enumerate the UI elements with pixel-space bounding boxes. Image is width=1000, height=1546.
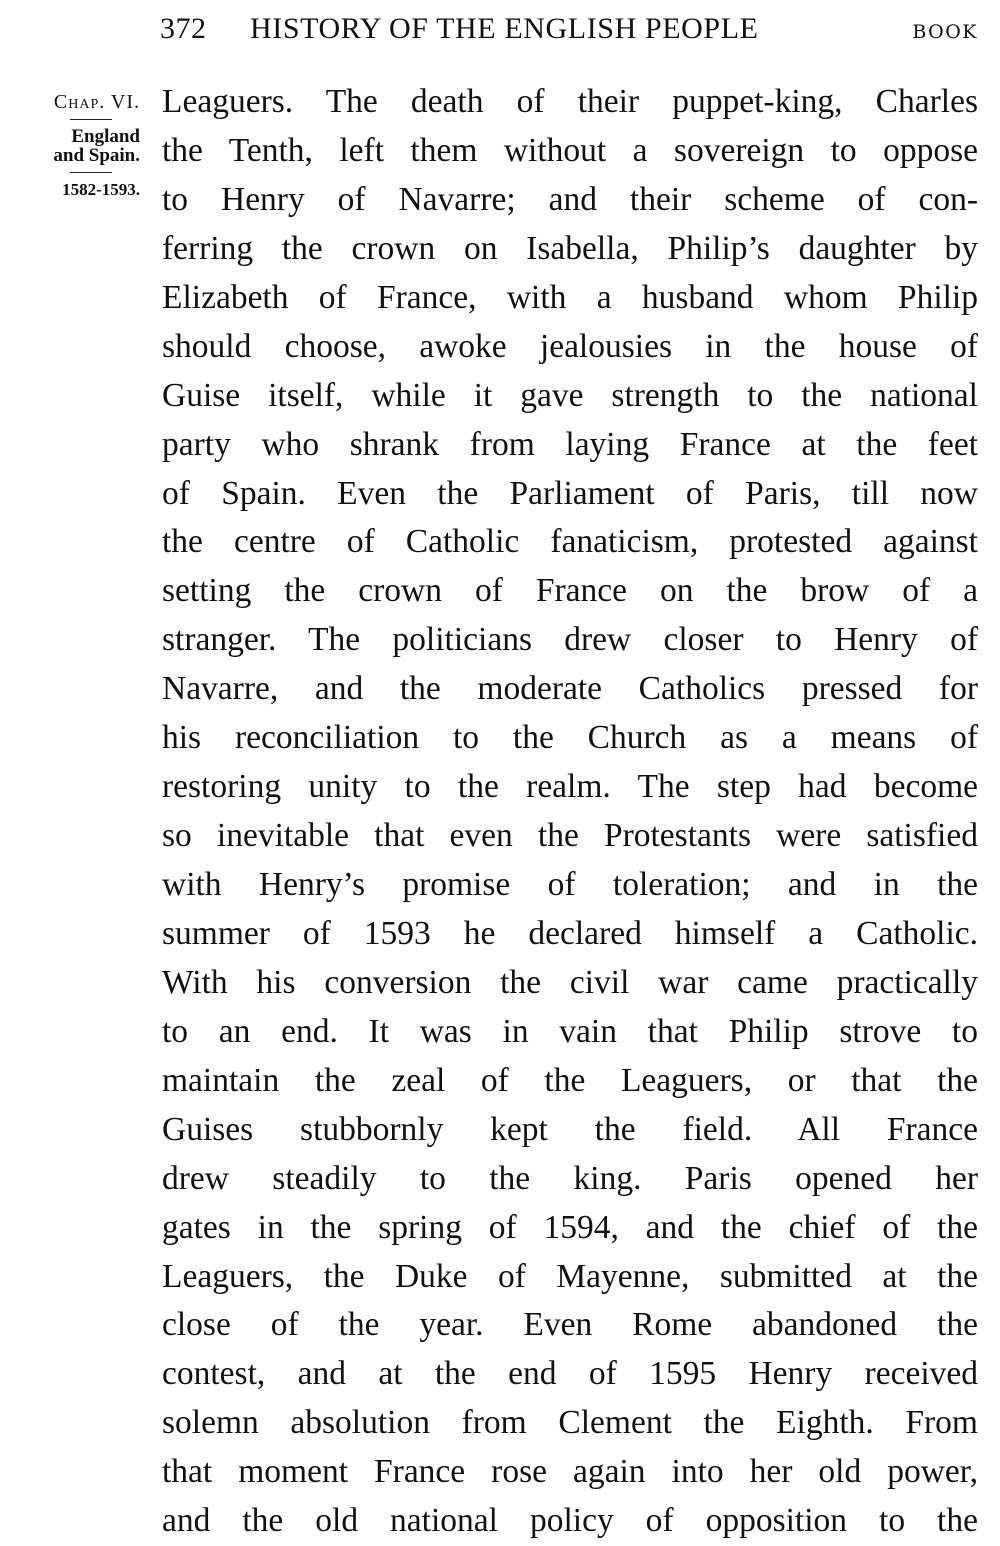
text-line: of Spain. Even the Parliament of Paris, till now [162, 474, 978, 512]
text-line: drew steadily to the king. Paris opened her [162, 1159, 978, 1197]
text-line: Navarre, and the moderate Catholics pressed for [162, 670, 978, 708]
margin-sidenote [14, 92, 140, 200]
text-line: contest, and at the end of 1595 Henry received [162, 1355, 978, 1393]
text-line: to an end. It was in vain that Philip strove to [162, 1012, 978, 1050]
text-line: the centre of Catholic fanaticism, protested against [162, 523, 978, 561]
text-line: and the old national policy of opposition to the [162, 1502, 978, 1540]
text-line: Elizabeth of France, with a husband whom Philip [162, 278, 978, 316]
date-range: 1582-1593. [62, 180, 140, 199]
text-line: Guise itself, while it gave strength to the national [162, 376, 978, 414]
text-line: solemn absolution from Clement the Eighth. From [162, 1404, 978, 1442]
text-line: summer of 1593 he declared himself a Catholic. [162, 914, 978, 952]
text-line: his reconciliation to the Church as a means of [162, 719, 978, 757]
text-line: so inevitable that even the Protestants were satisfied [162, 817, 978, 855]
text-line: setting the crown of France on the brow of a [162, 572, 978, 610]
text-line: that moment France rose again into her old power, [162, 1453, 978, 1491]
text-line: Leaguers. The death of their puppet-king, Charles [162, 83, 978, 120]
text-line: With his conversion the civil war came practically [162, 963, 978, 1001]
text-line: to Henry of Navarre; and their scheme of con- [162, 180, 978, 218]
text-line: restoring unity to the realm. The step had become [162, 768, 978, 806]
text-line: maintain the zeal of the Leaguers, or that the [162, 1061, 978, 1099]
topic-line-2: and Spain. [53, 145, 140, 166]
topic-line-1: England [71, 126, 140, 147]
text-line: gates in the spring of 1594, and the chief of the [162, 1208, 978, 1246]
text-line: Guises stubbornly kept the field. All France [162, 1110, 978, 1148]
page-number: 372 [160, 12, 207, 45]
sidenote-rule [70, 172, 112, 173]
sidenote-rule [70, 119, 112, 120]
running-title: HISTORY OF THE ENGLISH PEOPLE [250, 12, 759, 45]
page-header [160, 12, 978, 52]
text-line: ferring the crown on Isabella, Philip’s daughter by [162, 229, 978, 267]
text-line: Leaguers, the Duke of Mayenne, submitted at the [162, 1257, 978, 1295]
body-text [162, 78, 978, 1546]
text-line: stranger. The politicians drew closer to Henry of [162, 621, 978, 659]
text-line: with Henry’s promise of toleration; and in the [162, 866, 978, 903]
text-line: party who shrank from laying France at the feet [162, 425, 978, 463]
text-line: should choose, awoke jealousies in the house of [162, 327, 978, 365]
chapter-label: Chap. VI. [53, 91, 140, 113]
book-label: BOOK [912, 21, 978, 43]
text-line: close of the year. Even Rome abandoned the [162, 1306, 978, 1344]
text-line: the Tenth, left them without a sovereign to oppose [162, 131, 978, 169]
